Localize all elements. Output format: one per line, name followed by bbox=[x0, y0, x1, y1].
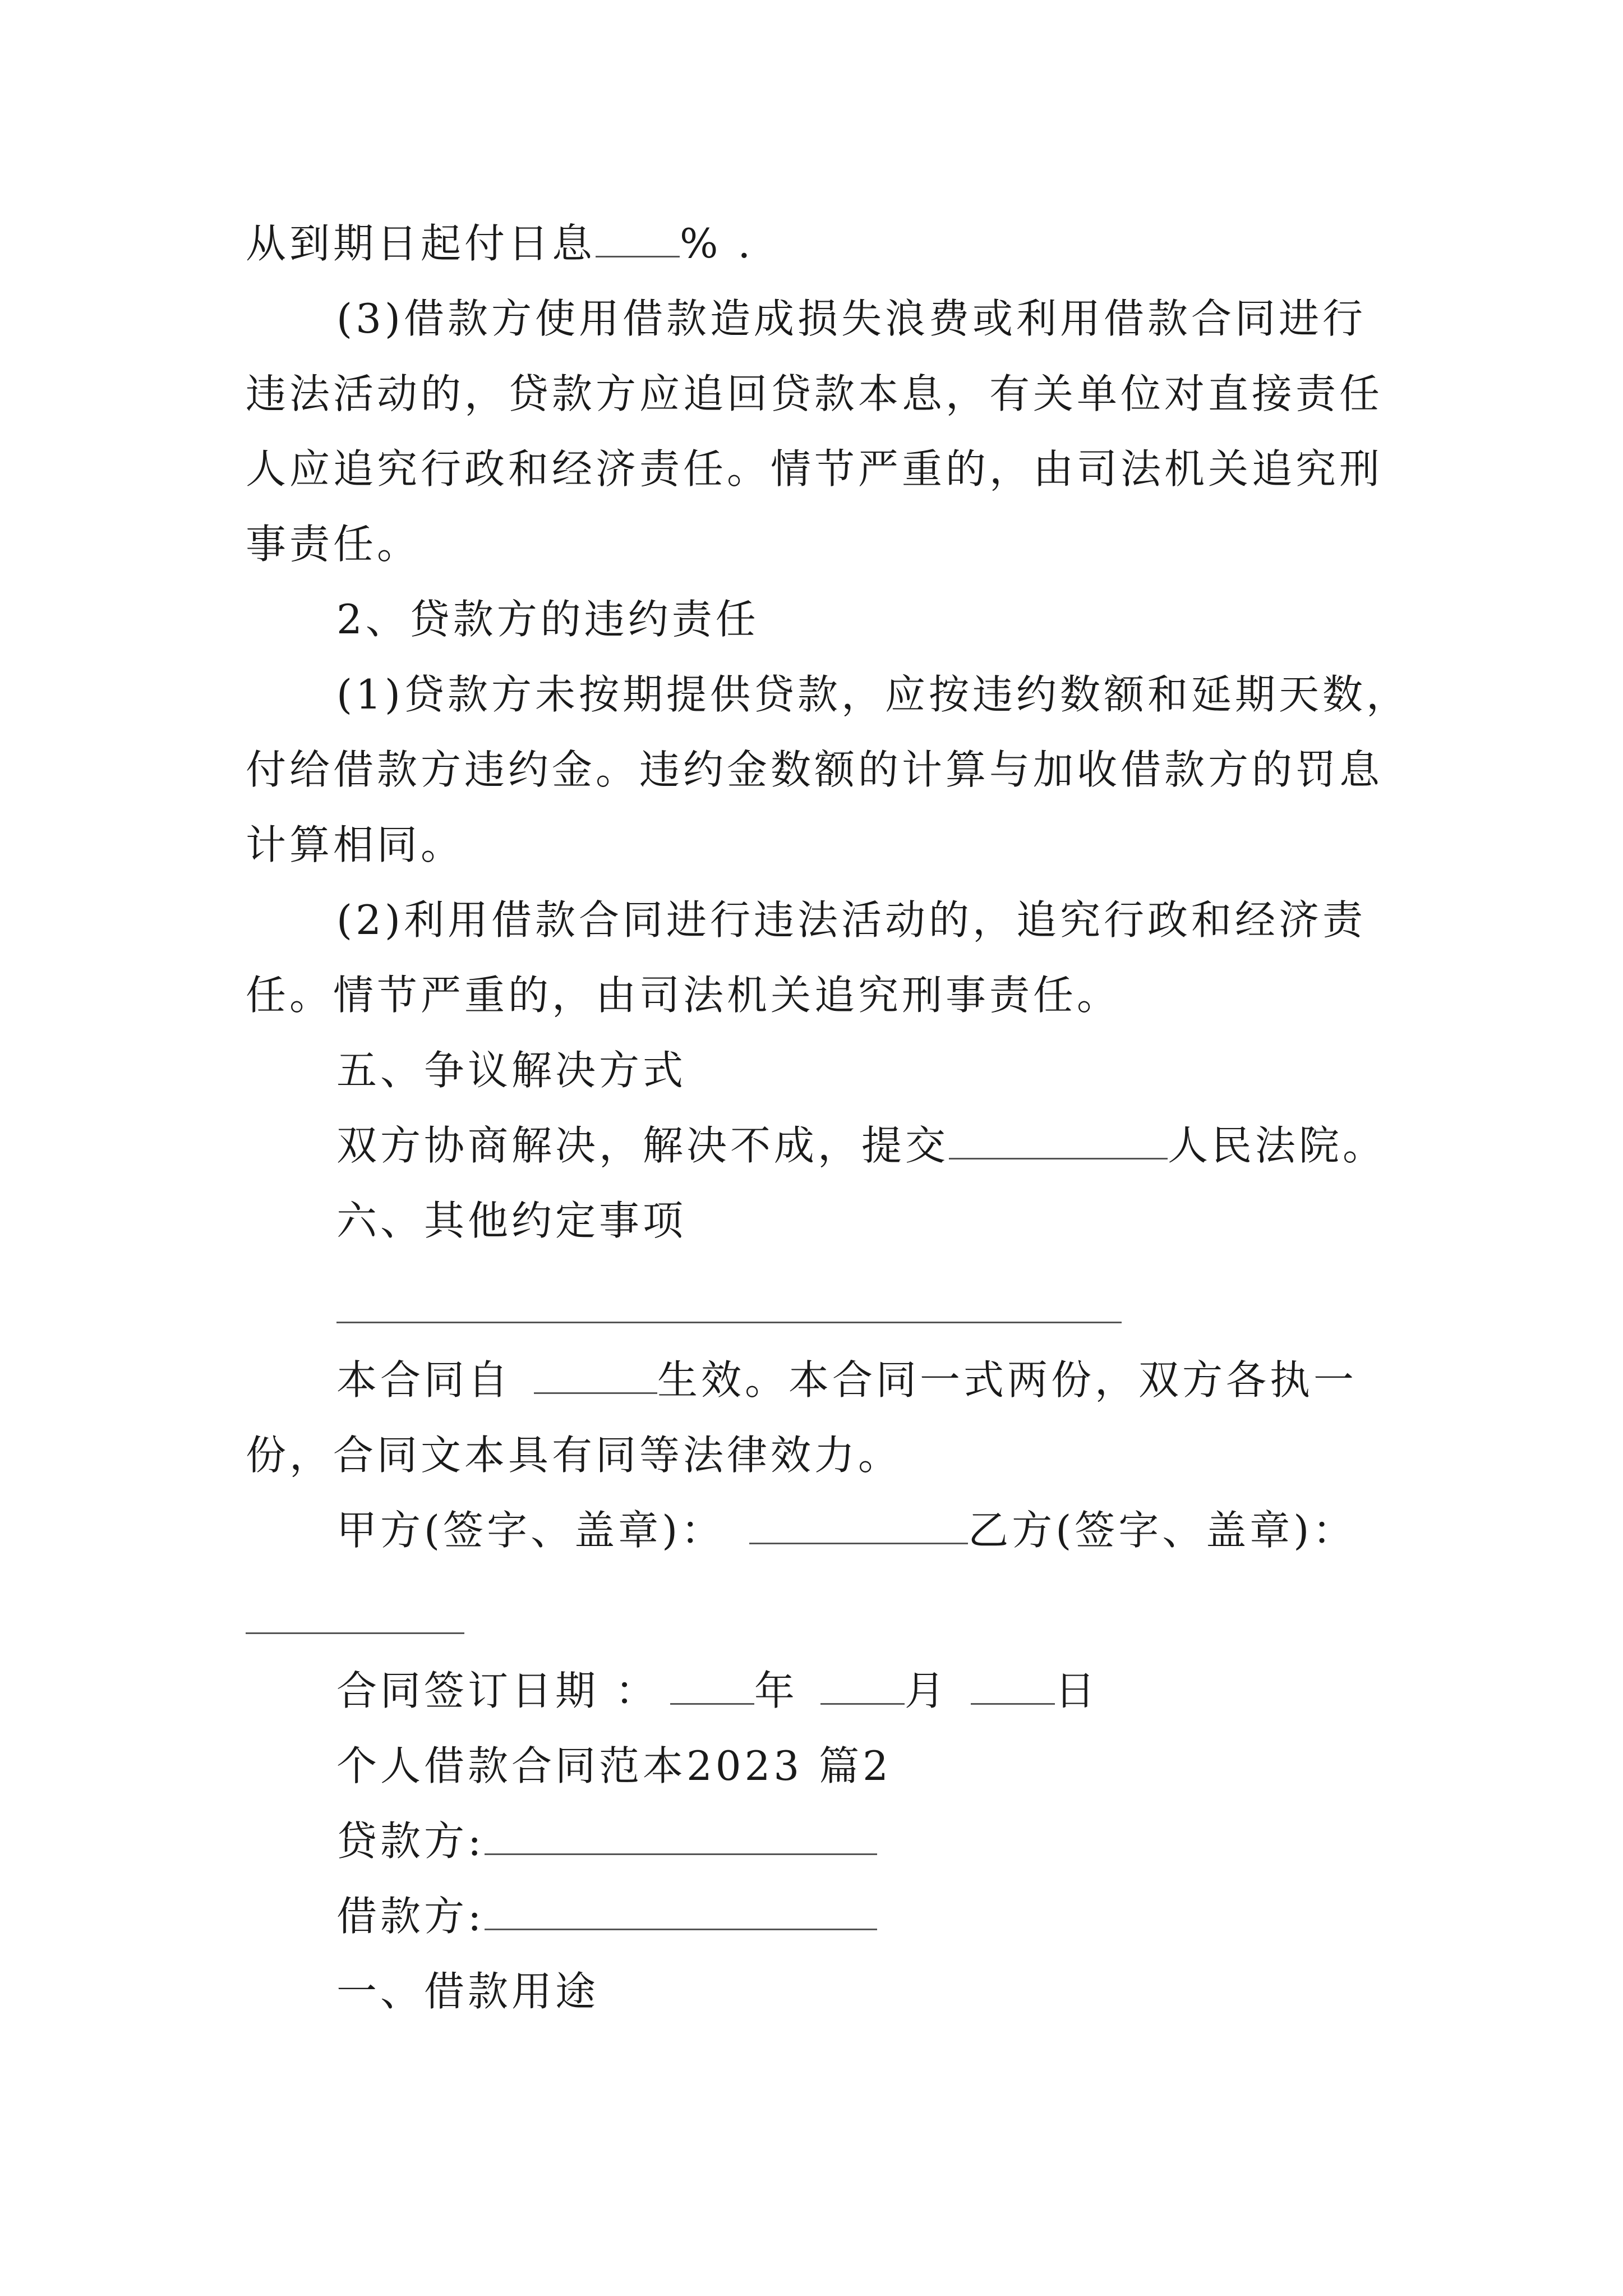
fill-blank bbox=[596, 223, 680, 257]
section-heading: 五、争议解决方式 bbox=[336, 1047, 687, 1094]
fill-blank bbox=[670, 1671, 754, 1705]
fill-blank bbox=[485, 1821, 877, 1855]
section-heading: 2、贷款方的违约责任 bbox=[336, 596, 759, 643]
signature-rule bbox=[336, 1322, 1122, 1323]
party-b-label: 乙方(签字、盖章)： bbox=[968, 1507, 1357, 1554]
text-line-3: 违法活动的，贷款方应追回贷款本息，有关单位对直接责任 bbox=[246, 370, 1384, 417]
section-heading: 六、其他约定事项 bbox=[336, 1197, 687, 1244]
text-segment: 年 bbox=[754, 1667, 798, 1714]
text-segment: 本合同自 bbox=[336, 1356, 512, 1404]
signing-date-line bbox=[336, 1667, 1099, 1714]
text-segment: % . bbox=[680, 220, 754, 267]
borrower-line bbox=[336, 1893, 877, 1940]
text-line-9: 计算相同。 bbox=[246, 821, 465, 868]
text-segment: 人民法院。 bbox=[1168, 1122, 1387, 1169]
text-line-5: 事责任。 bbox=[246, 521, 421, 568]
text-line-10: (2)利用借款合同进行违法活动的，追究行政和经济责 bbox=[336, 896, 1366, 944]
fill-blank bbox=[485, 1896, 877, 1930]
fill-blank bbox=[749, 1510, 968, 1544]
fill-blank bbox=[949, 1125, 1168, 1159]
text-line-2: (3)借款方使用借款造成损失浪费或利用借款合同进行 bbox=[336, 295, 1366, 342]
document-title: 个人借款合同范本2023 篇2 bbox=[336, 1742, 892, 1789]
text-segment: 月 bbox=[904, 1667, 948, 1714]
text-line-11: 任。情节严重的，由司法机关追究刑事责任。 bbox=[246, 972, 1121, 1019]
text-line-13 bbox=[336, 1122, 1387, 1169]
fill-blank bbox=[971, 1671, 1055, 1705]
text-segment: 双方协商解决，解决不成，提交 bbox=[336, 1122, 949, 1169]
text-line-1 bbox=[246, 220, 754, 267]
text-segment: 贷款方: bbox=[336, 1818, 485, 1865]
fill-blank bbox=[534, 1360, 657, 1394]
signature-rule bbox=[246, 1632, 464, 1634]
text-segment: 日 bbox=[1054, 1667, 1099, 1714]
text-segment: 合同签订日期 ： bbox=[336, 1667, 659, 1714]
text-line-7: (1)贷款方未按期提供贷款，应按违约数额和延期天数， bbox=[336, 671, 1410, 718]
party-a-label: 甲方(签字、盖章)： bbox=[336, 1507, 725, 1554]
text-line-4: 人应追究行政和经济责任。情节严重的，由司法机关追究刑 bbox=[246, 445, 1384, 493]
text-segment: 借款方: bbox=[336, 1893, 485, 1940]
fill-blank bbox=[820, 1671, 905, 1705]
lender-line bbox=[336, 1818, 877, 1865]
text-line-15 bbox=[336, 1356, 1358, 1404]
text-line-16: 份，合同文本具有同等法律效力。 bbox=[246, 1432, 902, 1479]
text-line-8: 付给借款方违约金。违约金数额的计算与加收借款方的罚息 bbox=[246, 746, 1384, 793]
text-segment: 从到期日起付日息 bbox=[246, 220, 596, 267]
signature-line bbox=[336, 1507, 1357, 1554]
text-segment: 生效。本合同一式两份，双方各执一 bbox=[657, 1356, 1358, 1404]
section-heading: 一、借款用途 bbox=[336, 1968, 600, 2015]
